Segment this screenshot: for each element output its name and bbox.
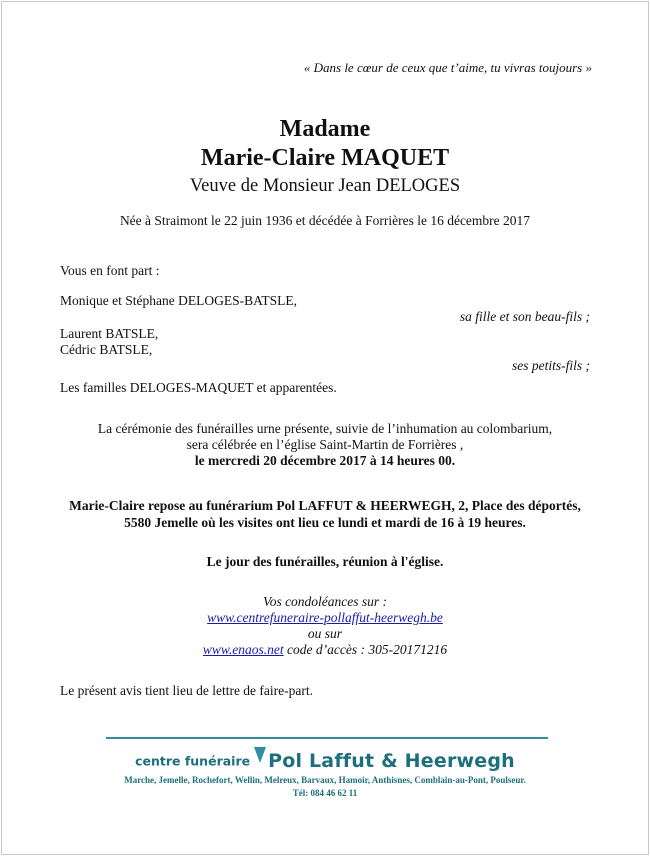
epigraph: « Dans le cœur de ceux que t’aime, tu vivras toujours » (303, 60, 592, 75)
condolences-or: ou sur (307, 626, 343, 641)
visitation-line-2: 5580 Jemelle où les visites ont lieu ce lundi et mardi de 16 à 19 heures. (124, 515, 526, 530)
funeral-home-logo (2, 750, 648, 772)
footer-divider (106, 737, 548, 739)
relation-daughter: sa fille et son beau-fils ; (459, 309, 590, 324)
ceremony-line-1: La cérémonie des funérailles urne présente, suivie de l’inhumation au colombarium, (97, 421, 553, 436)
families-line: Les familles DELOGES-MAQUET et apparentées. (60, 380, 337, 395)
widow-subtitle: Veuve de Monsieur Jean DELOGES (189, 176, 461, 196)
ceremony-line-2: sera célébrée en l’église Saint-Martin de Forrières , (186, 437, 464, 452)
brand-name: Pol Laffut & Heerwegh (268, 750, 515, 772)
access-code: code d’accès : 305-20171216 (287, 642, 448, 657)
condolences-label: Vos condoléances sur : (262, 594, 388, 609)
footer-towns: Marche, Jemelle, Rochefort, Wellin, Melreux, Barvaux, Hamoir, Anthisnes, Comblain-au-Pont, Poulseur. (124, 775, 526, 785)
brand-small-text: centre funéraire (135, 753, 251, 769)
grandchild-laurent: Laurent BATSLE, (60, 326, 159, 341)
condolences-link-funeral-home[interactable]: www.centrefuneraire-pollaffut-heerwegh.be (207, 610, 443, 625)
deceased-name: Marie-Claire MAQUET (200, 145, 450, 171)
title-madame: Madame (279, 116, 371, 142)
meeting-line: Le jour des funérailles, réunion à l'église. (206, 554, 444, 569)
obituary-page (1, 1, 649, 855)
ceremony-date: le mercredi 20 décembre 2017 à 14 heures 00. (194, 453, 456, 468)
family-daughter: Monique et Stéphane DELOGES-BATSLE, (60, 293, 297, 308)
grandchild-cedric: Cédric BATSLE, (60, 342, 153, 357)
relation-grandchildren: ses petits-fils ; (512, 358, 590, 373)
closing-line: Le présent avis tient lieu de lettre de faire-part. (60, 683, 314, 698)
footer-phone: Tél: 084 46 62 11 (292, 788, 358, 798)
condolences-link-enaos[interactable]: www.enaos.net (202, 642, 284, 657)
birth-death-line: Née à Straimont le 22 juin 1936 et décédée à Forrières le 16 décembre 2017 (119, 213, 531, 228)
leaf-logo-icon (254, 747, 266, 763)
visitation-line-1: Marie-Claire repose au funérarium Pol LAFFUT & HEERWEGH, 2, Place des déportés, (69, 498, 581, 513)
announcement-intro: Vous en font part : (60, 263, 160, 278)
